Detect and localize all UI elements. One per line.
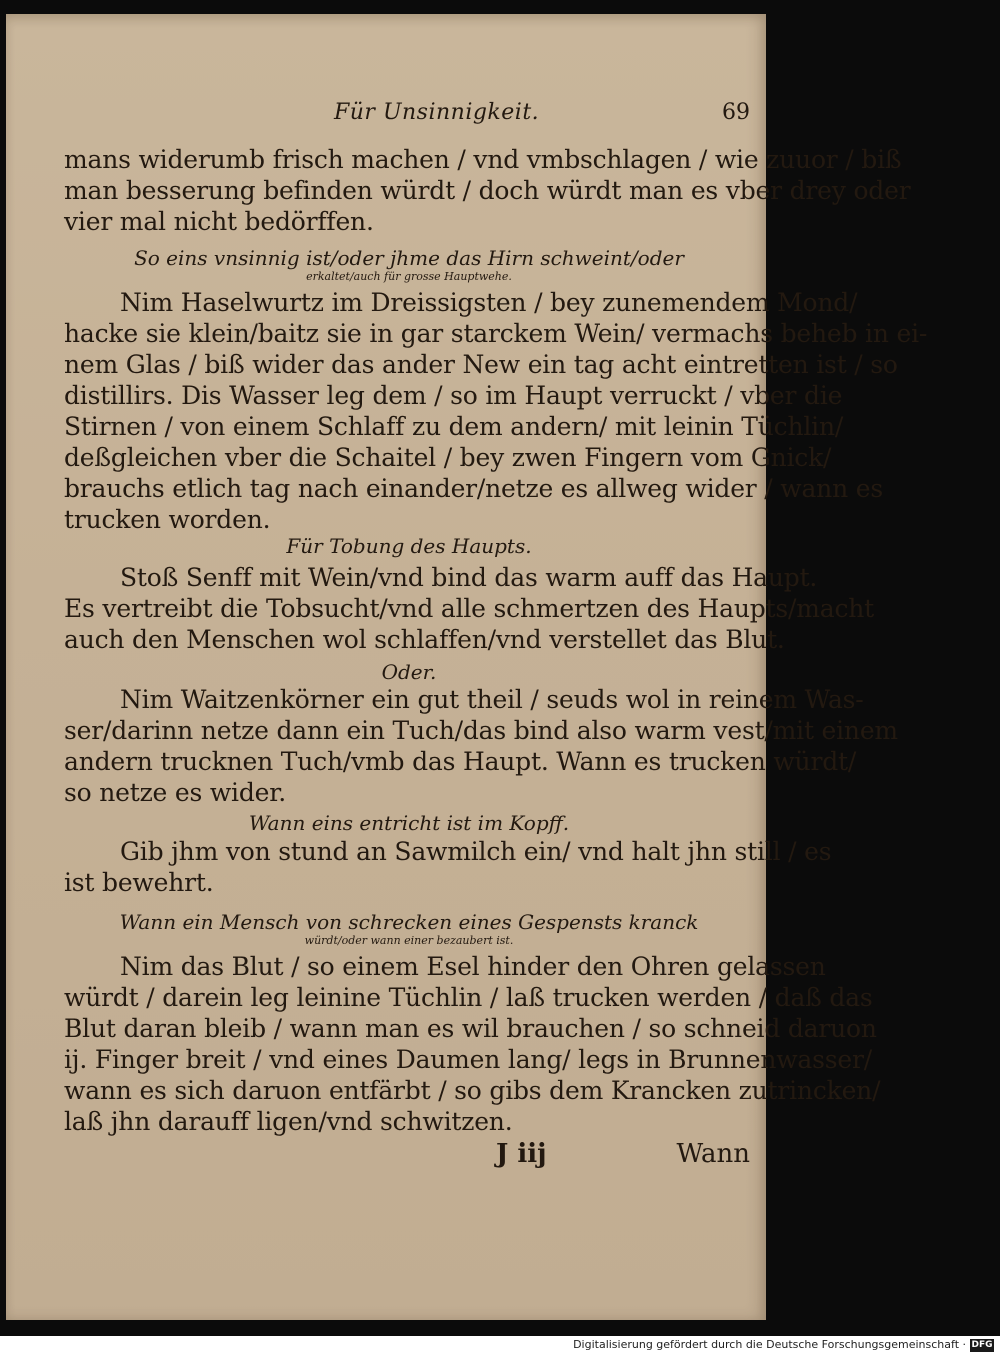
text-line: laß jhn darauff ligen/vnd schwitzen. (64, 1107, 513, 1136)
catchword: Wann (676, 1139, 750, 1169)
paragraph (64, 951, 881, 1137)
heading-line: Oder. (381, 660, 437, 684)
heading-line: So eins vnsinnig ist/oder jhme das Hirn schweint/oder (134, 246, 684, 270)
heading-subline: würdt/oder wann einer bezaubert ist. (304, 934, 514, 947)
text-line: Nim Waitzenkörner ein gut theil / seuds wol in reinem Was- (120, 685, 864, 714)
heading-subline: erkaltet/auch für grosse Hauptwehe. (306, 270, 512, 283)
text-line: nem Glas / biß wider das ander New ein tag acht eintretten ist / so (64, 350, 898, 379)
text-line: trucken worden. (64, 505, 271, 534)
section-heading (64, 246, 754, 284)
text-line: auch den Menschen wol schlaffen/vnd verstellet das Blut. (64, 625, 785, 654)
section-heading (64, 910, 754, 948)
text-line: Stirnen / von einem Schlaff zu dem andern/ mit leinin Tüchlin/ (64, 412, 844, 441)
page-number: 69 (722, 100, 750, 125)
text-line: man besserung befinden würdt / doch würdt man es vber drey oder (64, 176, 911, 205)
text-line: ist bewehrt. (64, 868, 214, 897)
digitization-footer (0, 1336, 1000, 1356)
running-title: Für Unsinnigkeit. (334, 100, 540, 125)
text-line: mans widerumb frisch machen / vnd vmbschlagen / wie zuuor / biß (64, 145, 902, 174)
paragraph (64, 287, 928, 535)
heading-line: Wann ein Mensch von schrecken eines Gespensts kranck (119, 910, 699, 934)
running-head (64, 94, 754, 130)
text-line: hacke sie klein/baitz sie in gar starckem Wein/ vermachs beheb in ei- (64, 319, 928, 348)
text-line: Blut daran bleib / wann man es wil brauchen / so schneid daruon (64, 1014, 877, 1043)
text-line: Es vertreibt die Tobsucht/vnd alle schmertzen des Haupts/macht (64, 594, 875, 623)
paragraph (64, 562, 875, 655)
signature-mark: J iij (496, 1139, 547, 1169)
footer-credit: Digitalisierung gefördert durch die Deutsche Forschungsgemeinschaft · (573, 1338, 966, 1351)
text-line: Nim das Blut / so einem Esel hinder den Ohren gelassen (120, 952, 826, 981)
text-line: distillirs. Dis Wasser leg dem / so im Haupt verruckt / vber die (64, 381, 843, 410)
text-line: so netze es wider. (64, 778, 286, 807)
text-line: deßgleichen vber die Schaitel / bey zwen Fingern vom Gnick/ (64, 443, 832, 472)
text-line: ij. Finger breit / vnd eines Daumen lang/ legs in Brunnenwasser/ (64, 1045, 872, 1074)
text-line: andern trucknen Tuch/vmb das Haupt. Wann es trucken würdt/ (64, 747, 857, 776)
catchword-line (64, 1139, 754, 1173)
text-line: wann es sich daruon entfärbt / so gibs dem Krancken zutrincken/ (64, 1076, 881, 1105)
paragraph (64, 836, 832, 898)
section-heading (64, 660, 754, 684)
paragraph (64, 684, 898, 808)
text-line: brauchs etlich tag nach einander/netze es allweg wider / wann es (64, 474, 883, 503)
text-line: würdt / darein leg leinine Tüchlin / laß trucken werden / daß das (64, 983, 873, 1012)
section-heading (64, 811, 754, 835)
text-line: ser/darinn netze dann ein Tuch/das bind also warm vest/mit einem (64, 716, 898, 745)
heading-line: Für Tobung des Haupts. (286, 534, 532, 558)
section-heading (64, 534, 754, 558)
text-line: Nim Haselwurtz im Dreissigsten / bey zunemendem Mond/ (120, 288, 858, 317)
book-page (6, 14, 928, 1320)
text-line: vier mal nicht bedörffen. (64, 207, 374, 236)
paragraph-continuation (64, 144, 911, 237)
text-line: Gib jhm von stund an Sawmilch ein/ vnd halt jhn still / es (120, 837, 832, 866)
heading-line: Wann eins entricht ist im Kopff. (248, 811, 570, 835)
text-line: Stoß Senff mit Wein/vnd bind das warm auff das Haupt. (120, 563, 818, 592)
dfg-logo: DFG (971, 1340, 993, 1350)
